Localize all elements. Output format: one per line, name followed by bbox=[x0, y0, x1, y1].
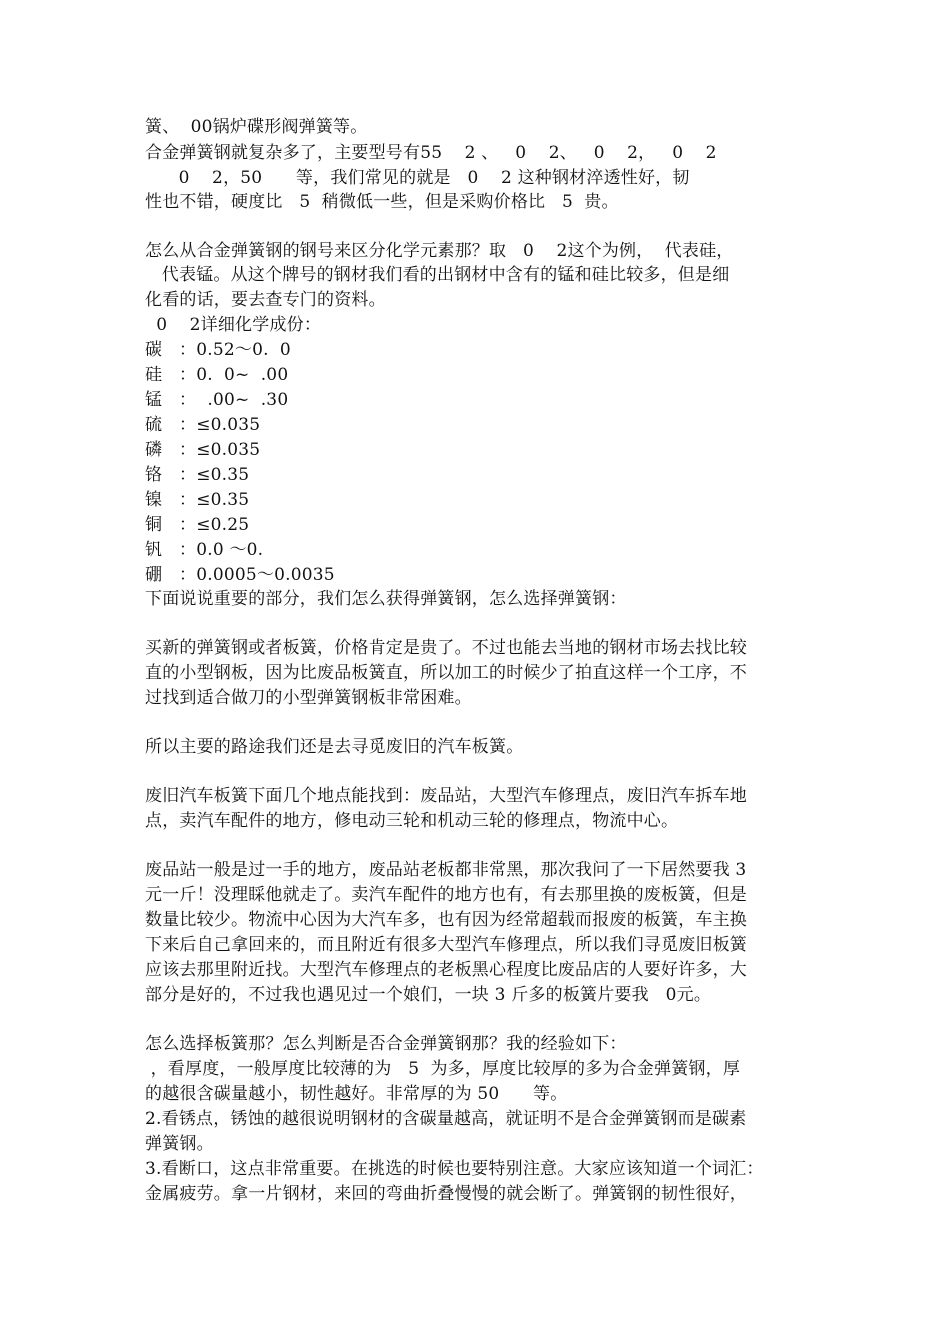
text-line: 元一斤！没理睬他就走了。卖汽车配件的地方也有，有去那里换的废板簧，但是 bbox=[145, 885, 747, 905]
text-line: ，看厚度，一般厚度比较薄的为 5 为多，厚度比较厚的多为合金弹簧钢，厚 bbox=[145, 1059, 741, 1079]
composition-row: 铜 ：≤0.25 bbox=[145, 515, 250, 535]
text-line: 怎么选择板簧那？怎么判断是否合金弹簧钢那？我的经验如下： bbox=[145, 1034, 627, 1054]
text-line: 下面说说重要的部分，我们怎么获得弹簧钢，怎么选择弹簧钢： bbox=[145, 589, 627, 609]
composition-row: 锰 ： .00~ .30 bbox=[145, 390, 289, 410]
text-line: 金属疲劳。拿一片钢材，来回的弯曲折叠慢慢的就会断了。弹簧钢的韧性很好， bbox=[145, 1184, 747, 1204]
text-line: 3.看断口，这点非常重要。在挑选的时候也要特别注意。大家应该知道一个词汇： bbox=[145, 1159, 764, 1179]
text-line: 簧、 00锅炉碟形阀弹簧等。 bbox=[145, 117, 368, 137]
text-line: 代表锰。从这个牌号的钢材我们看的出钢材中含有的锰和硅比较多，但是细 bbox=[145, 265, 730, 285]
text-line: 0 2，50 等，我们常见的就是 0 2 这种钢材淬透性好，韧 bbox=[145, 168, 690, 188]
composition-row: 硫 ：≤0.035 bbox=[145, 415, 261, 435]
text-line: 0 2详细化学成份： bbox=[145, 315, 322, 335]
text-line: 直的小型钢板，因为比废品板簧直，所以加工的时候少了拍直这样一个工序，不 bbox=[145, 663, 747, 683]
text-line: 点，卖汽车配件的地方，修电动三轮和机动三轮的修理点，物流中心。 bbox=[145, 811, 679, 831]
text-line: 部分是好的，不过我也遇见过一个娘们，一块 3 斤多的板簧片要我 0元。 bbox=[145, 985, 712, 1005]
text-line: 弹簧钢。 bbox=[145, 1134, 214, 1154]
text-line: 化看的话，要去查专门的资料。 bbox=[145, 290, 386, 310]
text-line: 所以主要的路途我们还是去寻觅废旧的汽车板簧。 bbox=[145, 737, 524, 757]
text-line: 2.看锈点，锈蚀的越很说明钢材的含碳量越高，就证明不是合金弹簧钢而是碳素 bbox=[145, 1109, 747, 1129]
text-line: 废品站一般是过一手的地方，废品站老板都非常黑，那次我问了一下居然要我 3 bbox=[145, 860, 747, 880]
text-line: 数量比较少。物流中心因为大汽车多，也有因为经常超载而报废的板簧，车主换 bbox=[145, 910, 747, 930]
text-line: 废旧汽车板簧下面几个地点能找到：废品站，大型汽车修理点，废旧汽车拆车地 bbox=[145, 786, 747, 806]
composition-row: 硼 ：0.0005～0.0035 bbox=[145, 565, 335, 585]
composition-row: 碳 ：0.52～0. 0 bbox=[145, 340, 291, 360]
text-line: 应该去那里附近找。大型汽车修理点的老板黑心程度比废品店的人要好许多，大 bbox=[145, 960, 747, 980]
composition-row: 硅 ：0. 0~ .00 bbox=[145, 365, 289, 385]
text-line: 过找到适合做刀的小型弹簧钢板非常困难。 bbox=[145, 688, 472, 708]
text-line: 下来后自己拿回来的，而且附近有很多大型汽车修理点，所以我们寻觅废旧板簧 bbox=[145, 935, 747, 955]
text-line: 怎么从合金弹簧钢的钢号来区分化学元素那？取 0 2这个为例， 代表硅， bbox=[145, 241, 734, 261]
composition-row: 磷 ：≤0.035 bbox=[145, 440, 261, 460]
text-line: 买新的弹簧钢或者板簧，价格肯定是贵了。不过也能去当地的钢材市场去找比较 bbox=[145, 638, 747, 658]
text-line: 合金弹簧钢就复杂多了，主要型号有55 2 、 0 2、 0 2， 0 2 bbox=[145, 143, 717, 163]
text-line: 的越很含碳量越小，韧性越好。非常厚的为 50 等。 bbox=[145, 1084, 568, 1104]
text-line: 性也不错，硬度比 5 稍微低一些，但是采购价格比 5 贵。 bbox=[145, 192, 619, 212]
composition-row: 钒 ：0.0 ～0. bbox=[145, 540, 264, 560]
composition-row: 镍 ：≤0.35 bbox=[145, 490, 250, 510]
composition-row: 铬 ：≤0.35 bbox=[145, 465, 250, 485]
